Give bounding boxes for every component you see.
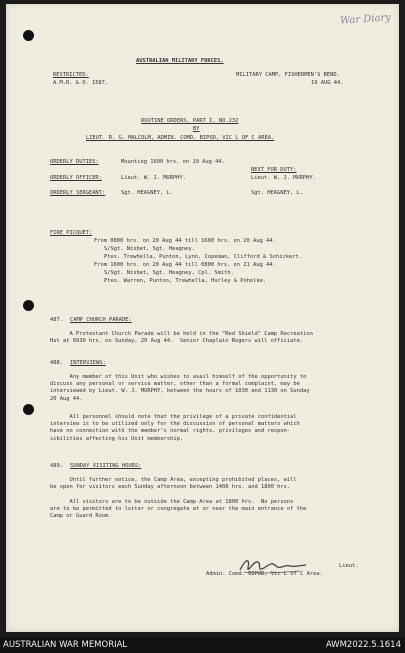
section-paragraph: Any member of this Unit who wishes to avail himself of the opportunity to discuss any personal or service matter, other than a formal complaint, may be interviewed by Lieut. W. J. MURPHY, between the hours of 1030 and 1130 on Sunday 20 Aug 44. [50, 374, 310, 402]
fire-picquet-line: S/Sgt. Nisbet, Sgt. Heagney. [104, 246, 195, 252]
camp-name: MILITARY CAMP, FISHERMEN'S BEND. [236, 72, 340, 78]
section-paragraph: Until further notice, the Camp Area, excepting prohibited places, will be open for visitors each Sunday afternoon between 1400 hrs. and 1800 hrs. [50, 477, 297, 491]
fire-picquet-heading: FIRE PICQUET: [50, 230, 93, 236]
fire-picquet-line: Ptes. Trewhella, Punton, Lynn, Copeman, Clifford & Schickert. [104, 254, 302, 260]
section-heading: CAMP CHURCH PARADE: [70, 317, 132, 323]
section-paragraph: All personnel should note that the privilege of a private confidential interview is to be utilized only for the discussion of personal matters which have no connection with the member's normal rights, privileges and respon- sibilities affecting his Unit membership. [50, 414, 300, 442]
signature-line: Admin. Comd. BIPOD, Vic L of C Area. [206, 571, 323, 577]
section-heading: SUNDAY VISITING HOURS: [70, 463, 142, 469]
orders-title: ROUTINE ORDERS, PART I, NO.232 [141, 118, 239, 124]
orderly-duties-value: Mounting 1600 hrs. on 19 Aug 44. [121, 159, 225, 165]
orderly-officer-next: Lieut. W. J. MURPHY. [251, 175, 316, 181]
section-paragraph: A Protestant Church Parade will be held in the "Red Shield" Camp Recreation Hut at 0930 hrs. on Sunday, 20 Aug 44. Senior Chaplain Rogers will officiate. [50, 331, 313, 345]
section-number: 489. [50, 463, 63, 469]
punch-hole [23, 30, 34, 41]
orderly-sergeant-label: ORDERLY SERGEANT: [50, 190, 106, 196]
orders-by: BY [193, 126, 200, 132]
archive-reference: AWM2022.5.1614 [325, 640, 401, 650]
next-for-duty-label: NEXT FOR DUTY: [251, 167, 297, 173]
orderly-sergeant-next: Sgt. HEAGNEY, L. [251, 190, 303, 196]
fire-picquet-line: From 0800 hrs. on 20 Aug 44 till 1600 hrs. on 20 Aug 44. [94, 238, 276, 244]
fire-picquet-line: From 1600 hrs. on 20 Aug 44 till 0800 hrs. on 21 Aug 44. [94, 262, 276, 268]
punch-hole [23, 404, 34, 415]
orderly-duties-label: ORDERLY DUTIES: [50, 159, 99, 165]
section-number: 487. [50, 317, 63, 323]
section-paragraph: All visitors are to be outside the Camp Area at 1800 hrs. No persons are to be permitted to loiter or congregate at or near the main entrance of the Camp or Guard Room. [50, 499, 307, 520]
handwritten-note: War Diary [339, 12, 392, 27]
punch-hole [23, 300, 34, 311]
fire-picquet-line: Ptes. Warren, Punton, Trewhella, Hurley & Poholke. [104, 278, 267, 284]
section-heading: INTERVIEWS: [70, 360, 106, 366]
archive-footer [0, 637, 405, 653]
header-date: 19 AUG 44. [311, 80, 344, 86]
archive-name: AUSTRALIAN WAR MEMORIAL [3, 640, 128, 650]
orders-author: LIEUT. R. G. MALCOLM, ADMIN. COMD. BIPOD, VIC L OF C AREA. [86, 135, 275, 141]
orderly-sergeant-value: Sgt. HEAGNEY, L. [121, 190, 173, 196]
section-number: 488. [50, 360, 63, 366]
fire-picquet-line: S/Sgt. Nisbet, Sgt. Heagney, Cpl. Smith. [104, 270, 234, 276]
signature-rank: Lieut. [339, 563, 359, 569]
orderly-officer-label: ORDERLY OFFICER: [50, 175, 102, 181]
document-page [6, 4, 399, 632]
orderly-officer-value: Lieut. W. J. MURPHY. [121, 175, 186, 181]
reference-number: A.M.R. & O. 1587. [53, 80, 109, 86]
restricted-label: RESTRICTED. [53, 72, 89, 78]
document-title: AUSTRALIAN MILITARY FORCES. [136, 58, 224, 64]
